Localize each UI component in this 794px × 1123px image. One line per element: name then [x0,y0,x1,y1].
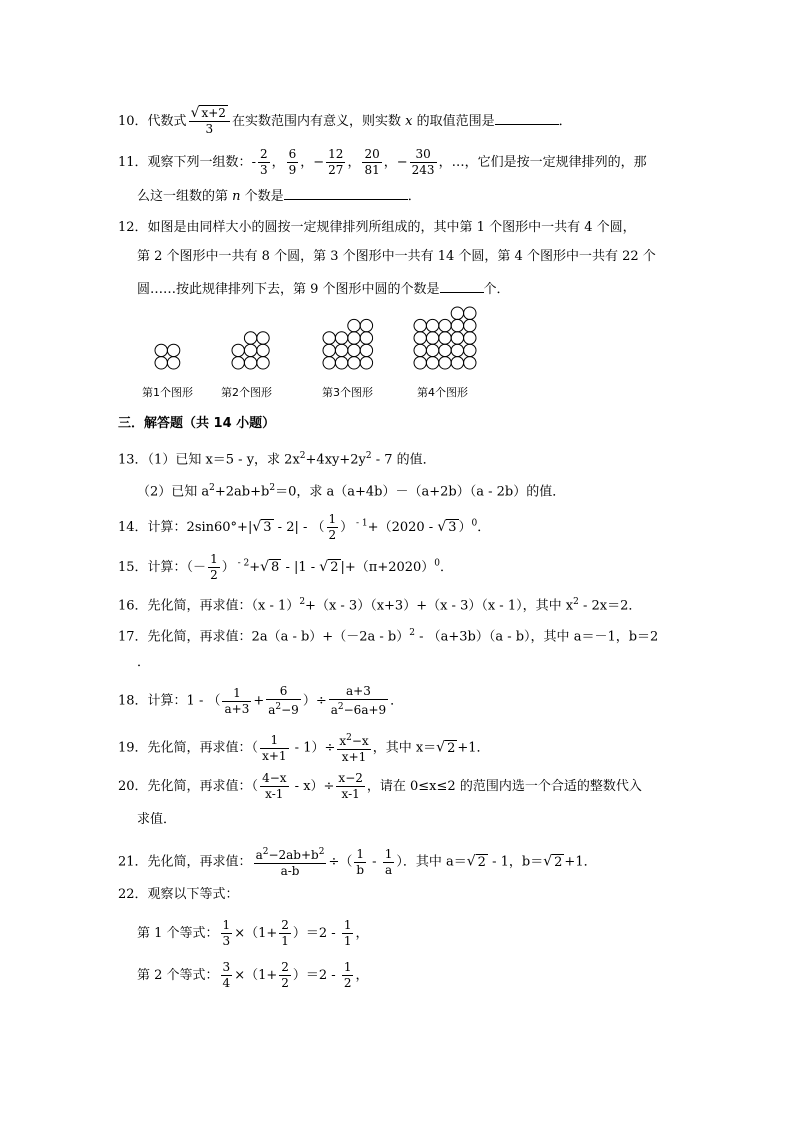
equation-1: 第 1 个等式： $\frac{1}{3}$ ×（1+ $\frac{2}{1}$ ）＝2 - $\frac{1}{1}$ ， [137,918,369,948]
circle-fig3 [335,357,347,369]
circle-fig3 [348,332,360,344]
circle-fig2 [244,357,256,369]
circle-fig3 [323,344,335,356]
circle-fig4 [439,332,451,344]
figure-2-caption: 第2个图形 [221,386,272,399]
circle-fig4 [414,344,426,356]
section-heading: 三．解答题（共 14 小题） [118,416,276,431]
circle-fig2 [244,344,256,356]
question-13-part2: （2）已知 $a^2+2ab+b^2=0$，求 a（a+4b）－（a+2b）（a - 2b）的值． [137,483,566,500]
question-12-line2: 第 2 个图形中一共有 8 个圆，第 3 个图形中一共有 14 个圆，第 4 个图形中一共有 22 个 [137,249,656,264]
circle-fig3 [335,344,347,356]
circle-fig4 [451,332,463,344]
question-11-line2: 么这一组数的第 n 个数是 ． [137,189,421,204]
circle-fig2 [257,357,269,369]
question-22: 22．观察以下等式： [118,887,239,902]
circle-fig1 [155,357,167,369]
question-12: 12．如图是由同样大小的圆按一定规律排列所组成的，其中第 1 个图形中一共有 4 个圆， [118,220,636,235]
circle-fig4 [439,357,451,369]
question-18: 18．计算：1 - （ $\frac{1}{a+3}$ + $\frac{6}{a^2-9}$ ）÷ $\frac{a+3}{a^2-6a+9}$ ． [118,684,404,717]
circle-fig2 [257,344,269,356]
question-19: 19．先化简，再求值：（ $\frac{1}{x+1}$ - 1）÷ $\frac{x^2-x}{x+1}$ ，其中 x＝√ 2 +1． [118,732,490,764]
circle-fig4 [426,357,438,369]
circle-fig3 [360,357,372,369]
circle-fig3 [348,344,360,356]
circle-fig2 [257,332,269,344]
figure-1-caption: 第1个图形 [142,386,193,399]
circle-fig4 [426,319,438,331]
circle-fig2 [232,344,244,356]
question-11: 11．观察下列一组数：- $\frac{2}{3}$ ， $\frac{6}{9}$ ，− $\frac{12}{27}$ ， $\frac{20}{81}$ ，− $\frac{30}{243}$ ，…，它们是按一定规律排列的，那 [118,147,647,177]
circle-fig3 [335,332,347,344]
question-20-line2: 求值． [137,812,177,827]
circle-fig4 [426,344,438,356]
circle-fig4 [414,357,426,369]
question-10: 10．代数式 $\frac{√ x+2}{3}$ 在实数范围内有意义，则实数 x 的取值范围是 ． [118,105,572,136]
question-17: 17．先化简，再求值：$2a(a - b)+(-2a - b)^2 - (a+3b)(a - b)$，其中 a＝－1，b＝2 [118,628,659,645]
fraction: $\frac{√ x+2}{3}$ [189,106,230,137]
circle-fig3 [360,319,372,331]
circle-fig1 [167,357,179,369]
circle-fig2 [244,332,256,344]
circle-fig4 [439,319,451,331]
circle-fig4 [439,344,451,356]
circle-fig4 [451,319,463,331]
circle-fig3 [360,344,372,356]
circle-fig4 [464,319,476,331]
figure-3-caption: 第3个图形 [322,386,373,399]
circle-fig2 [232,357,244,369]
question-15: 15．计算：（－ $\frac{1}{2}$ ） $^{- 2}$+√ 8 - |1 - √ 2 $|+(\pi+2020)^0$． [118,552,454,582]
circle-fig3 [323,332,335,344]
circle-fig1 [167,344,179,356]
question-21: 21．先化简，再求值： $\frac{a^2-2ab+b^2}{a-b}$ ÷（ $\frac{1}{b}$ - $\frac{1}{a}$ ）．其中 a＝√ 2 - 1，b＝√ 2 +1． [118,846,597,878]
circle-fig3 [348,319,360,331]
circle-fig4 [464,307,476,319]
question-17-cont: ． [137,655,151,670]
circle-fig4 [414,319,426,331]
circle-fig4 [451,357,463,369]
circle-fig4 [464,357,476,369]
circle-fig1 [155,344,167,356]
question-20: 20．先化简，再求值：（ $\frac{4-x}{x-1}$ - x）÷ $\frac{x-2}{x-1}$ ，请在 0≤x≤2 的范围内选一个合适的整数代入 [118,771,642,801]
question-14: 14．计算：2sin60°+|√ 3 - 2| - （ $\frac{1}{2}$ ） $^{- 1}$+（2020 - √ 3 ）$^0$． [118,512,491,542]
circle-fig4 [451,344,463,356]
circle-fig3 [323,357,335,369]
figure-4-caption: 第4个图形 [417,386,468,399]
circle-fig4 [451,307,463,319]
question-13: 13．（1）已知 x＝5 - y，求 $2x^2+4xy+2y^2 - 7$ 的值． [118,451,436,468]
circle-fig4 [414,332,426,344]
equation-2: 第 2 个等式： $\frac{3}{4}$ ×（1+ $\frac{2}{2}$ ）＝2 - $\frac{1}{2}$ ， [137,960,369,990]
question-12-line3: 圆……按此规律排列下去，第 9 个图形中圆的个数是 个． [137,282,510,297]
question-16: 16．先化简，再求值：（x - 1）$^2$+（x - 3）（x+3）+（x - 3）（x - 1），其中 $x^2 - 2x=2$． [118,597,642,614]
circle-fig4 [464,344,476,356]
circle-fig4 [426,332,438,344]
circle-fig3 [348,357,360,369]
circle-fig4 [464,332,476,344]
circle-fig3 [360,332,372,344]
